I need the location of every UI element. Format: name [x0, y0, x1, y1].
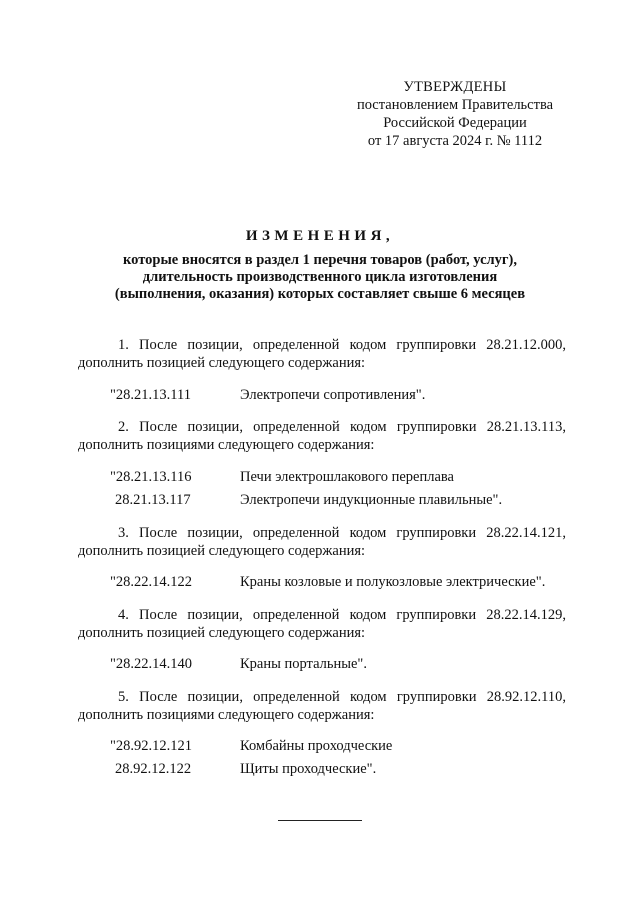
item-code: 28.92.12.122 [115, 761, 192, 777]
section-paragraph [78, 336, 566, 372]
subtitle-line: длительность производственного цикла изготовления [142, 269, 498, 285]
document-subtitle [60, 252, 580, 303]
footer-divider [278, 820, 362, 821]
item-code: "28.22.14.140 [110, 656, 193, 672]
section-second-line: дополнить позициями следующего содержания: [78, 437, 375, 453]
subtitle-line: которые вносятся в раздел 1 перечня товаров (работ, услуг), [123, 252, 517, 268]
section-paragraph [78, 418, 566, 454]
section-paragraph [78, 524, 566, 560]
item-code: "28.21.13.116 [110, 469, 192, 485]
approval-stamp [340, 78, 570, 150]
item-code: "28.22.14.122 [110, 574, 193, 590]
section-second-line: дополнить позицией следующего содержания: [78, 625, 366, 641]
item-code: 28.21.13.117 [115, 492, 191, 508]
item-code: "28.92.12.121 [110, 738, 193, 754]
item-name: Печи электрошлакового переплава [240, 469, 454, 485]
document-title: ИЗМЕНЕНИЯ, [245, 228, 395, 244]
approval-heading: УТВЕРЖДЕНЫ [403, 79, 507, 95]
approval-date-number: от 17 августа 2024 г. № 1112 [367, 133, 543, 149]
section-first-line: 5. После позиции, определенной кодом группировки 28.92.12.110, [118, 689, 566, 705]
item-name: Щиты проходческие". [240, 761, 377, 777]
item-name: Комбайны проходческие [240, 738, 393, 754]
item-code: "28.21.13.111 [110, 387, 191, 403]
item-name: Электропечи сопротивления". [240, 387, 426, 403]
section-first-line: 4. После позиции, определенной кодом группировки 28.22.14.129, [118, 607, 566, 623]
subtitle-line: (выполнения, оказания) которых составляет свыше 6 месяцев [114, 286, 526, 302]
section-first-line: 2. После позиции, определенной кодом группировки 28.21.13.113, [118, 419, 566, 435]
section-second-line: дополнить позицией следующего содержания: [78, 355, 366, 371]
approval-line: постановлением Правительства [356, 97, 554, 113]
section-second-line: дополнить позициями следующего содержания: [78, 707, 375, 723]
approval-line: Российской Федерации [383, 115, 527, 131]
item-name: Электропечи индукционные плавильные". [240, 492, 503, 508]
item-name: Краны портальные". [240, 656, 367, 672]
section-second-line: дополнить позицией следующего содержания: [78, 543, 366, 559]
section-first-line: 3. После позиции, определенной кодом группировки 28.22.14.121, [118, 525, 566, 541]
section-paragraph [78, 688, 566, 724]
section-paragraph [78, 606, 566, 642]
section-first-line: 1. После позиции, определенной кодом группировки 28.21.12.000, [118, 337, 566, 353]
item-name: Краны козловые и полукозловые электрические". [240, 574, 546, 590]
